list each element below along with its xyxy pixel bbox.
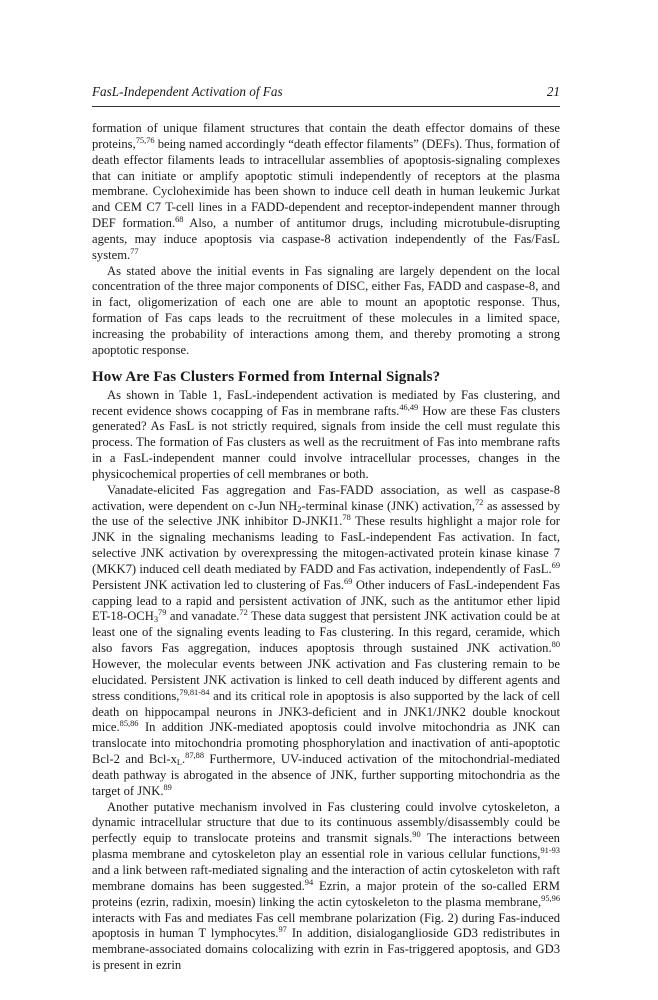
text-run: Furthermore, UV-induced activation of the mitochondrial-mediated death pathway is abrogated in the absence of JNK, further supporting mitochondria as the target of JNK. [92, 752, 560, 798]
citation-superscript: 78 [342, 513, 351, 523]
paragraph-4 [92, 483, 560, 800]
text-run: being named accordingly “death effector filaments” (DEFs). Thus, formation of death effector filaments leads to intracellular assemblies of apoptosis-signaling complexes that can initiate or amplify apoptotic stimuli independently of receptors at the plasma membrane. Cycloheximide has been shown to induce cell death in human leukemic Jurkat and CEM C7 T-cell lines in a FADD-dependent and receptor-independent manner through DEF formation. [92, 136, 560, 231]
text-run: In addition, disialoganglioside GD3 redistributes in membrane-associated domains colocalizing with ezrin in Fas-triggered apoptosis, and GD3 is present in ezrin [92, 926, 560, 973]
citation-superscript: 77 [130, 246, 139, 256]
citation-superscript: 72 [239, 608, 248, 618]
text-run: and a link between raft-mediated signaling and the interaction of actin cytoskeleton with raft membrane domains has been suggested. [92, 862, 560, 893]
document-page [92, 0, 560, 1000]
text-run: and vanadate. [166, 609, 240, 624]
citation-superscript: 75,76 [135, 135, 155, 145]
text-run: Other inducers of FasL-independent Fas capping lead to a rapid and persistent activation of JNK, such as the antitumor ether lipid ET-18-OCH [92, 577, 560, 624]
paragraph-2 [92, 264, 560, 359]
header-rule [92, 106, 560, 107]
text-run: formation of unique filament structures that contain the death effector domains of these proteins, [92, 121, 560, 151]
citation-superscript: 87,88 [185, 751, 205, 761]
citation-superscript: 79,81-84 [179, 687, 210, 697]
chemical-subscript: L [176, 758, 183, 768]
citation-superscript: 95,96 [541, 893, 560, 903]
text-run: Also, a number of antitumor drugs, including microtubule-disrupting agents, may induce apoptosis via caspase-8 activation independently of the Fas/FasL system. [92, 216, 560, 262]
text-run: Vanadate-elicited Fas aggregation and Fas-FADD association, as well as caspase-8 activation, were dependent on c-Jun NH [92, 482, 560, 513]
text-run: These data suggest that persistent JNK activation could be at least one of the signaling events leading to Fas clustering. In this regard, ceramide, which also favors Fas aggregation, induces apoptosis through sustained JNK activation. [92, 609, 560, 656]
text-run: In addition JNK-mediated apoptosis could involve mitochondria as JNK can translocate into mitochondria promoting phosphorylation and inactivation of anti-apoptotic Bcl-2 and Bcl-x [92, 720, 560, 767]
citation-superscript: 89 [163, 782, 172, 792]
paragraph-5 [92, 800, 560, 974]
citation-superscript: 72 [474, 497, 484, 507]
citation-superscript: 97 [278, 925, 287, 935]
text-run: Persistent JNK activation led to clustering of Fas. [92, 577, 344, 592]
text-run: interacts with Fas and mediates Fas cell membrane polarization (Fig. 2) during Fas-induced apoptosis in human T lymphocytes. [92, 910, 560, 941]
citation-superscript: 91-93 [540, 846, 560, 856]
text-run: and its critical role in apoptosis is also supported by the lack of cell death on hippocampal neurons in JNK3-deficient and in JNK1/JNK2 double knockout mice. [92, 688, 560, 735]
citation-superscript: 46,49 [399, 402, 419, 412]
text-run: Another putative mechanism involved in Fas clustering could involve cytoskeleton, a dynamic intracellular structure that due to its continuous assembly/disassembly could be perfectly equip to translocate proteins and transmit signals. [92, 799, 560, 846]
text-run: as assessed by the use of the selective JNK inhibitor D-JNKI1. [92, 498, 560, 529]
running-header [92, 84, 560, 104]
text-run: The interactions between plasma membrane and cytoskeleton play an essential role in various cellular functions, [92, 831, 560, 862]
paragraph-3 [92, 388, 560, 483]
citation-superscript: 68 [175, 215, 184, 225]
text-run: Ezrin, a major protein of the so-called ERM proteins (ezrin, radixin, moesin) linking the actin cytoskeleton to the plasma membrane, [92, 878, 560, 909]
text-run: . [182, 752, 186, 767]
section-heading: How Are Fas Clusters Formed from Internal Signals? [92, 368, 441, 385]
chemical-subscript: 2 [297, 504, 302, 514]
text-run: -terminal kinase (JNK) activation, [301, 498, 475, 513]
citation-superscript: 69 [551, 560, 560, 570]
body-text [92, 121, 560, 974]
page-number: 21 [546, 84, 560, 99]
chemical-subscript: 3 [153, 615, 158, 625]
citation-superscript: 69 [344, 576, 353, 586]
citation-superscript: 80 [551, 640, 560, 650]
citation-superscript: 94 [304, 877, 314, 887]
citation-superscript: 90 [412, 830, 421, 840]
text-run: These results highlight a major role for JNK in the signaling mechanisms leading to FasL-independent Fas activation. In fact, selective JNK activation by overexpressing the mitogen-activated protein kinase kinase 7 (MKK7) induced cell death mediated by FADD and Fas activation, independently of FasL. [92, 514, 560, 576]
running-title: FasL-Independent Activation of Fas [92, 84, 283, 99]
text-run: However, the molecular events between JNK activation and Fas clustering remain to be elucidated. Persistent JNK activation is linked to cell death induced by different agents and stress conditions, [92, 657, 560, 703]
paragraph-1 [92, 121, 560, 264]
text-run: As stated above the initial events in Fas signaling are largely dependent on the local concentration of the three major components of DISC, either Fas, FADD and caspase-8, and in fact, oligomerization of each one are able to mount an apoptotic response. Thus, formation of Fas caps leads to the recruitment of these molecules in a limited space, increasing the probability of interactions among them, and thereby promoting a strong apoptotic response. [92, 263, 560, 357]
citation-superscript: 79 [158, 608, 167, 618]
text-run: As shown in Table 1, FasL-independent activation is mediated by Fas clustering, and recent evidence shows cocapping of Fas in membrane rafts. [92, 387, 560, 418]
text-run: How are these Fas clusters generated? As FasL is not strictly required, signals from inside the cell must regulate this process. The formation of Fas clusters as well as the recruitment of Fas into membrane rafts in a FasL-independent manner could involve intracellular processes, changes in the physicochemical properties of cell membranes or both. [92, 403, 560, 481]
citation-superscript: 85,86 [119, 719, 139, 729]
